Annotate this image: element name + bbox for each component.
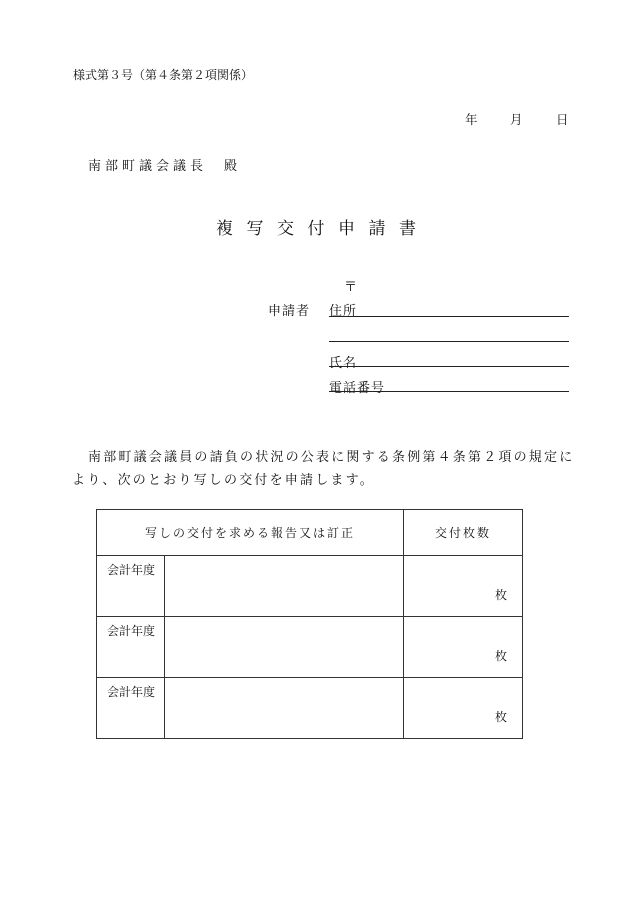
address-line-1 — [329, 316, 569, 317]
date-month-label: 月 — [510, 112, 523, 127]
form-number: 様式第３号（第４条第２項関係） — [73, 68, 254, 82]
postal-mark: 〒 — [344, 280, 358, 295]
phone-label: 電話番号 — [329, 381, 386, 396]
date-day-label: 日 — [556, 112, 569, 127]
fiscal-year-label: 会計年度 — [97, 678, 165, 739]
date-year-label: 年 — [465, 112, 478, 127]
count-unit: 枚 — [404, 556, 523, 617]
header-report: 写しの交付を求める報告又は訂正 — [97, 510, 404, 556]
count-unit: 枚 — [404, 678, 523, 739]
report-cell — [165, 556, 404, 617]
table-row — [97, 678, 523, 739]
applicant-label: 申請者 — [268, 304, 311, 319]
fiscal-year-label: 会計年度 — [97, 617, 165, 678]
count-unit: 枚 — [404, 617, 523, 678]
phone-line — [329, 391, 569, 392]
addressee: 南部町議会議長 殿 — [88, 159, 242, 174]
table-row — [97, 617, 523, 678]
body-text-line-2: より、次のとおり写しの交付を申請します。 — [72, 473, 375, 488]
request-table — [96, 509, 523, 739]
address-line-2 — [329, 341, 569, 342]
address-label: 住所 — [329, 304, 358, 319]
document-title: 複写交付申請書 — [216, 219, 430, 239]
report-cell — [165, 678, 404, 739]
name-label: 氏名 — [329, 356, 358, 371]
report-cell — [165, 617, 404, 678]
name-line — [329, 366, 569, 367]
body-text-line-1: 南部町議会議員の請負の状況の公表に関する条例第４条第２項の規定に — [88, 450, 575, 465]
table-row — [97, 556, 523, 617]
table-header-row — [97, 510, 523, 556]
header-count: 交付枚数 — [404, 510, 523, 556]
fiscal-year-label: 会計年度 — [97, 556, 165, 617]
